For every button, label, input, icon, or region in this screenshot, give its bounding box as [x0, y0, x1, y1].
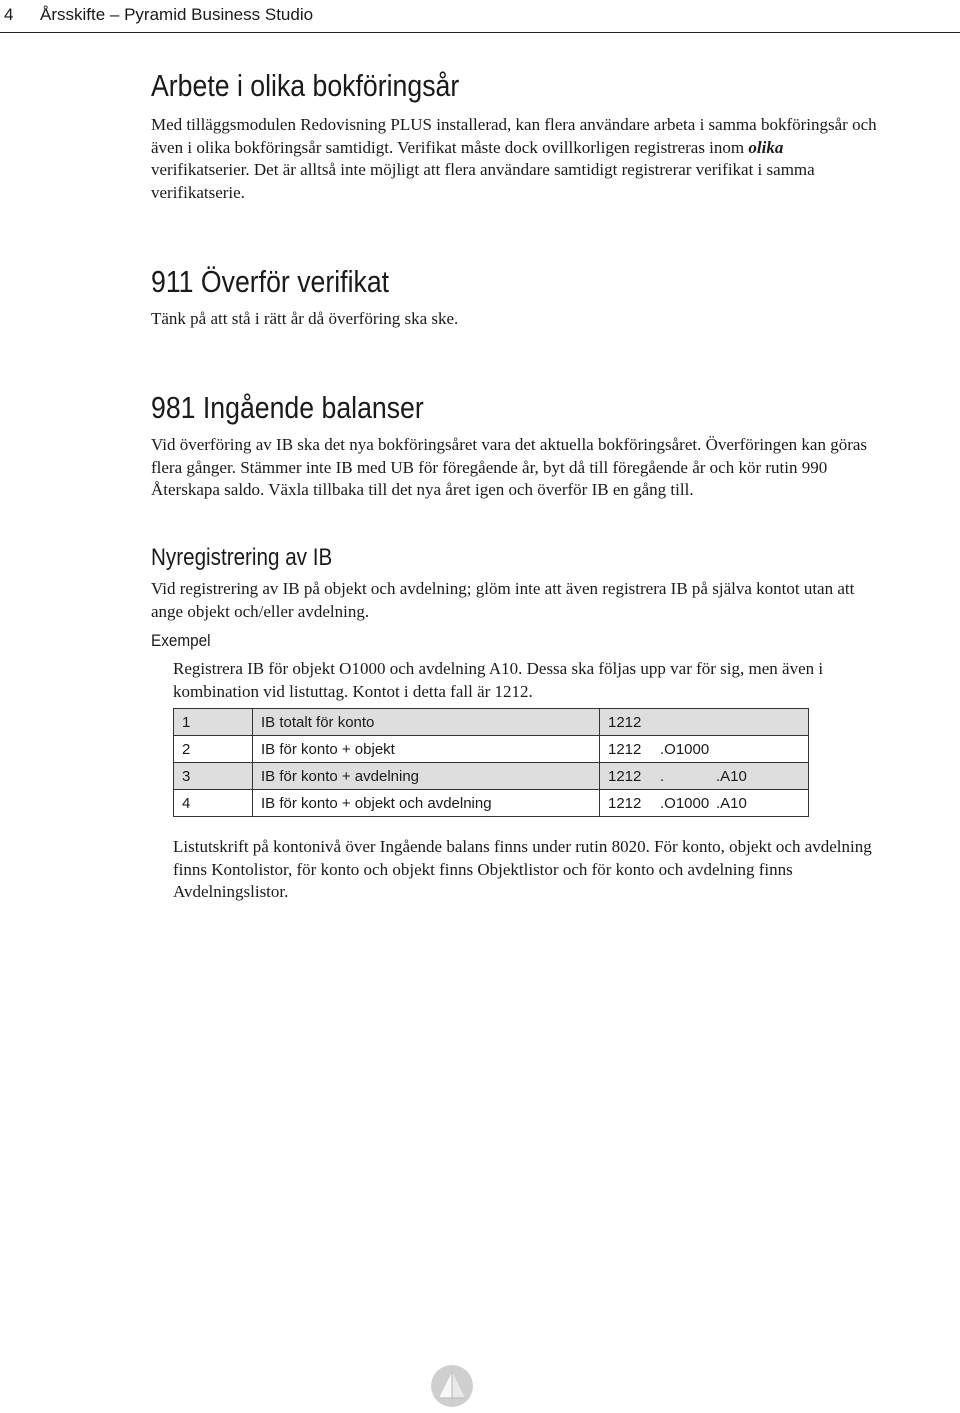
row-account: 1212: [608, 794, 642, 812]
page-number: 4: [4, 5, 14, 24]
row-department: .A10: [716, 794, 747, 812]
row-account: 1212: [608, 767, 642, 785]
intro-paragraph: [151, 114, 881, 204]
row-number: 2: [174, 736, 253, 763]
example-label: Exempel: [151, 631, 211, 650]
section-intro: [151, 68, 881, 204]
row-description: IB totalt för konto: [253, 709, 600, 736]
example-text: Registrera IB för objekt O1000 och avdelning A10. Dessa ska följas upp var för sig, men även i kombination vid listuttag. Kontot i detta fall är 1212.: [173, 659, 824, 701]
row-account-cell: [600, 763, 809, 790]
row-account-cell: [600, 709, 809, 736]
row-object: .O1000: [660, 740, 710, 758]
row-description: IB för konto + objekt och avdelning: [253, 790, 600, 817]
row-number: 1: [174, 709, 253, 736]
intro-text-end: verifikatserier. Det är alltså inte möjligt att flera användare samtidigt registrerar verifikat i samma verifikatserie.: [151, 160, 815, 202]
row-account-cell: [600, 790, 809, 817]
table-row: [174, 763, 809, 790]
row-number: 4: [174, 790, 253, 817]
running-title: Årsskifte – Pyramid Business Studio: [40, 5, 314, 24]
row-object: .O1000: [660, 794, 710, 812]
closing-paragraph: Listutskrift på kontonivå över Ingående balans finns under rutin 8020. För konto, objekt och avdelning finns Kontolistor, för konto och objekt finns Objektlistor och för konto och avdelning finns Avdelningslistor.: [173, 837, 872, 901]
table-row: [174, 709, 809, 736]
ib-table: [173, 708, 809, 817]
heading-overfor-verifikat: 911 Överför verifikat: [151, 264, 390, 299]
row-department: .A10: [716, 767, 747, 785]
overfor-text: Tänk på att stå i rätt år då överföring ska ske.: [151, 309, 459, 328]
row-object: .: [660, 767, 665, 785]
intro-emphasis: olika: [748, 137, 784, 157]
row-description: IB för konto + objekt: [253, 736, 600, 763]
page-content: [151, 68, 881, 1348]
row-account: 1212: [608, 713, 642, 731]
row-account-cell: [600, 736, 809, 763]
section-nyregistrering: [151, 544, 881, 904]
heading-nyregistrering: Nyregistrering av IB: [151, 544, 333, 571]
heading-ingaende-balanser: 981 Ingående balanser: [151, 390, 424, 425]
page-title: Arbete i olika bokföringsår: [151, 68, 460, 103]
pyramid-logo-icon: [430, 1364, 474, 1408]
section-overfor-verifikat: [151, 264, 458, 331]
nyreg-text: Vid registrering av IB på objekt och avdelning; glöm inte att även registrera IB på själva kontot utan att ange objekt och/eller avdelning.: [151, 579, 855, 621]
table-row: [174, 790, 809, 817]
running-header: [0, 0, 960, 33]
intro-text-start: Med tilläggsmodulen Redovisning PLUS installerad, kan flera användare arbeta i samma bokföringsår och även i olika bokföringsår samtidigt. Verifikat måste dock ovillkorligen registreras inom: [151, 115, 877, 157]
row-description: IB för konto + avdelning: [253, 763, 600, 790]
row-number: 3: [174, 763, 253, 790]
section-ingaende-balanser: [151, 390, 881, 502]
row-account: 1212: [608, 740, 642, 758]
table-row: [174, 736, 809, 763]
ingaende-text: Vid överföring av IB ska det nya bokföringsåret vara det aktuella bokföringsåret. Överföringen kan göras flera gånger. Stämmer inte IB med UB för föregående år, byt då till föregående år och kör rutin 990 Återskapa saldo. Växla tillbaka till det nya året igen och överför IB en gång till.: [151, 435, 868, 499]
